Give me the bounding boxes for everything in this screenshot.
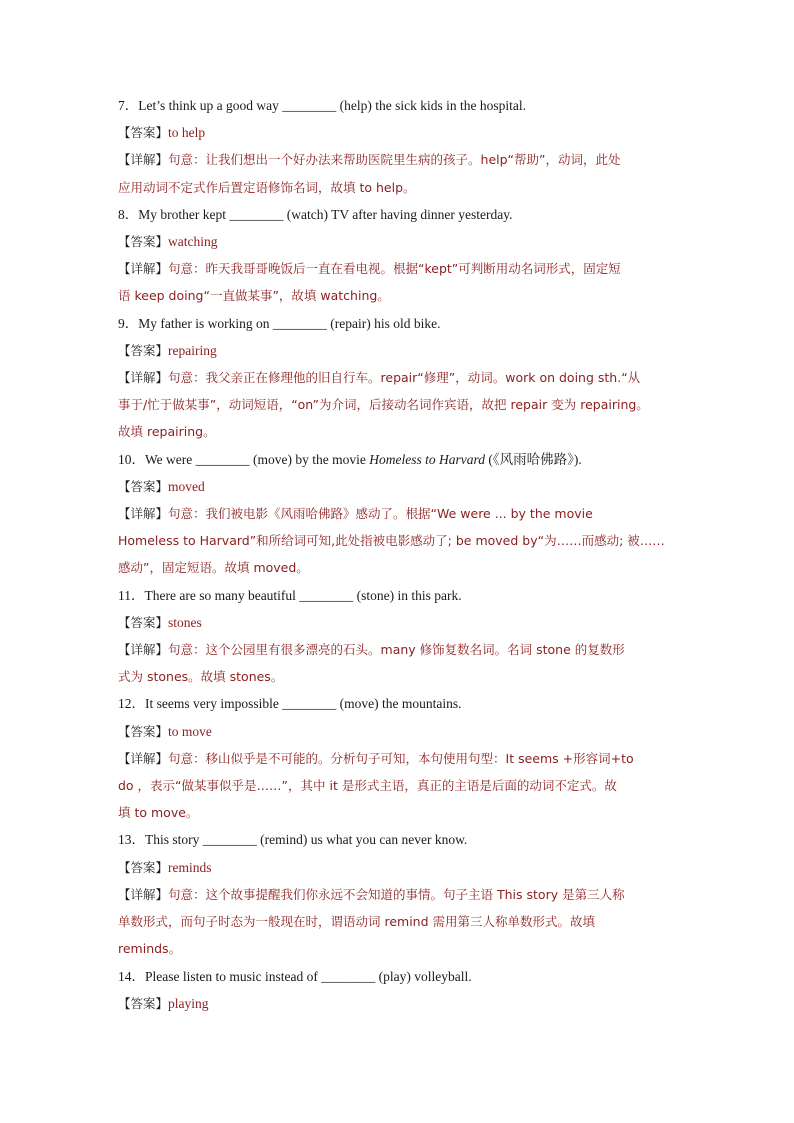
detail-tag: 【详解】 [118,152,169,168]
answer-value: stones [168,614,202,630]
document-page [118,92,680,1017]
detail-10 [118,500,680,582]
answer-value: moved [168,478,205,494]
answer-14 [118,990,680,1017]
question-text: 10．We were ________ (move) by the movie [118,451,370,467]
answer-tag: 【答案】 [118,723,169,739]
question-text: (《风雨哈佛路》). [484,451,582,467]
detail-line: 句意：昨天我哥哥晚饭后一直在看电视。根据“kept”可判断用动名词形式，固定短 [168,261,621,277]
answer-value: repairing [168,342,217,358]
answer-13 [118,854,680,881]
answer-value: to help [168,125,206,141]
detail-tag: 【详解】 [118,750,169,766]
detail-line: reminds。 [118,941,182,957]
detail-line: 事于/忙于做某事”，动词短语，“on”为介词，后接动名词作宾语，故把 repair 变为 repairing。 [118,397,649,413]
detail-line: 句意：我父亲正在修理他的旧自行车。repair“修理”，动词。work on doing sth.“从 [168,370,641,386]
detail-13 [118,881,680,963]
question-7: 7．Let’s think up a good way ________ (help) the sick kids in the hospital. [118,98,526,113]
question-9: 9．My father is working on ________ (repair) his old bike. [118,315,441,331]
answer-tag: 【答案】 [118,995,169,1011]
answer-7 [118,119,680,146]
detail-line: Homeless to Harvard”和所给词可知,此处指被电影感动了; be moved by“为……而感动; 被…… [118,533,665,549]
detail-line: 应用动词不定式作后置定语修饰名词，故填 to help。 [118,179,416,195]
detail-line: 单数形式，而句子时态为一般现在时，谓语动词 remind 需用第三人称单数形式。故填 [118,914,596,930]
answer-tag: 【答案】 [118,125,169,141]
detail-line: 句意：这个故事提醒我们你永远不会知道的事情。句子主语 This story 是第三人称 [168,886,625,902]
detail-12 [118,745,680,827]
question-13: 13．This story ________ (remind) us what you can never know. [118,832,468,848]
answer-value: watching [168,234,218,250]
detail-tag: 【详解】 [118,261,169,277]
answer-tag: 【答案】 [118,614,169,630]
question-8: 8．My brother kept ________ (watch) TV after having dinner yesterday. [118,206,513,222]
detail-11 [118,636,680,690]
detail-line: 句意：这个公园里有很多漂亮的石头。many 修饰复数名词。名词 stone 的复数形 [168,642,625,658]
question-14: 14．Please listen to music instead of ________ (play) volleyball. [118,968,472,984]
detail-line: 式为 stones。故填 stones。 [118,669,284,685]
detail-line: 故填 repairing。 [118,424,216,440]
detail-9 [118,364,680,446]
answer-value: to move [168,723,212,739]
answer-9 [118,337,680,364]
detail-line: 感动”，固定短语。故填 moved。 [118,560,309,576]
detail-7 [118,146,680,200]
detail-tag: 【详解】 [118,886,169,902]
answer-value: reminds [168,859,212,875]
question-10 [118,446,680,473]
detail-tag: 【详解】 [118,506,169,522]
detail-line: 句意：我们被电影《风雨哈佛路》感动了。根据“We were ... by the movie [168,506,593,522]
question-11: 11．There are so many beautiful ________ (stone) in this park. [118,587,462,603]
answer-8 [118,228,680,255]
detail-tag: 【详解】 [118,370,169,386]
detail-line: 句意：移山似乎是不可能的。分析句子可知，本句使用句型：It seems +形容词+to [168,750,634,766]
detail-tag: 【详解】 [118,642,169,658]
answer-tag: 【答案】 [118,859,169,875]
answer-12 [118,718,680,745]
detail-line: 填 to move。 [118,805,199,821]
answer-11 [118,609,680,636]
movie-title: Homeless to Harvard [369,451,485,467]
answer-tag: 【答案】 [118,342,169,358]
answer-tag: 【答案】 [118,478,169,494]
detail-line: 句意：让我们想出一个好办法来帮助医院里生病的孩子。help“帮助”，动词，此处 [168,152,621,168]
detail-line: 语 keep doing“一直做某事”，故填 watching。 [118,288,390,304]
answer-tag: 【答案】 [118,234,169,250]
detail-8 [118,255,680,309]
answer-10 [118,473,680,500]
answer-value: playing [168,995,209,1011]
detail-line: do ，表示“做某事似乎是……”，其中 it 是形式主语，真正的主语是后面的动词不定式。故 [118,778,617,794]
question-12: 12．It seems very impossible ________ (move) the mountains. [118,696,462,712]
